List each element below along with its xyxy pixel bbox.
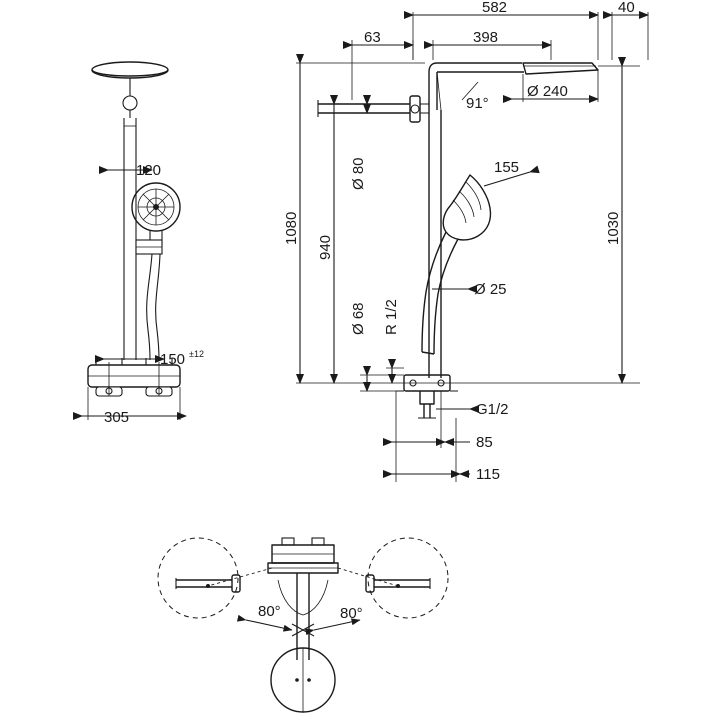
front-view-dimensions [82,150,204,426]
top-view-geometry [158,538,448,712]
dim-front-120: 120 [136,162,162,179]
dim-side-85: 85 [476,434,493,451]
dim-side-diameter-25: Ø 25 [474,281,507,298]
dim-side-40: 40 [618,0,635,16]
dim-top-80-right: 80° [340,605,363,622]
dim-side-diameter-80: Ø 80 [350,157,367,190]
dim-side-582: 582 [482,0,508,16]
dim-side-g-half: G1/2 [476,401,509,418]
dim-side-1030: 1030 [605,211,622,245]
dim-front-305: 305 [104,409,130,426]
dim-side-diameter-68: Ø 68 [350,302,367,335]
dim-side-940: 940 [317,234,334,260]
dim-side-155: 155 [494,159,520,176]
dim-side-91deg: 91° [466,95,489,112]
front-view-geometry [88,62,180,396]
dim-top-80-left: 80° [258,603,281,620]
dim-side-1080: 1080 [283,211,300,245]
top-view-dimensions [246,603,363,636]
dim-side-r-half: R 1/2 [383,299,400,335]
dim-side-diameter-240: Ø 240 [527,83,568,100]
dim-side-115: 115 [476,466,500,483]
side-view-geometry [318,63,598,418]
dim-front-150-tolerance: ±12 [189,349,204,359]
dim-front-150: 150 [160,351,186,368]
dim-side-63: 63 [364,29,381,46]
dim-side-398: 398 [473,29,499,46]
